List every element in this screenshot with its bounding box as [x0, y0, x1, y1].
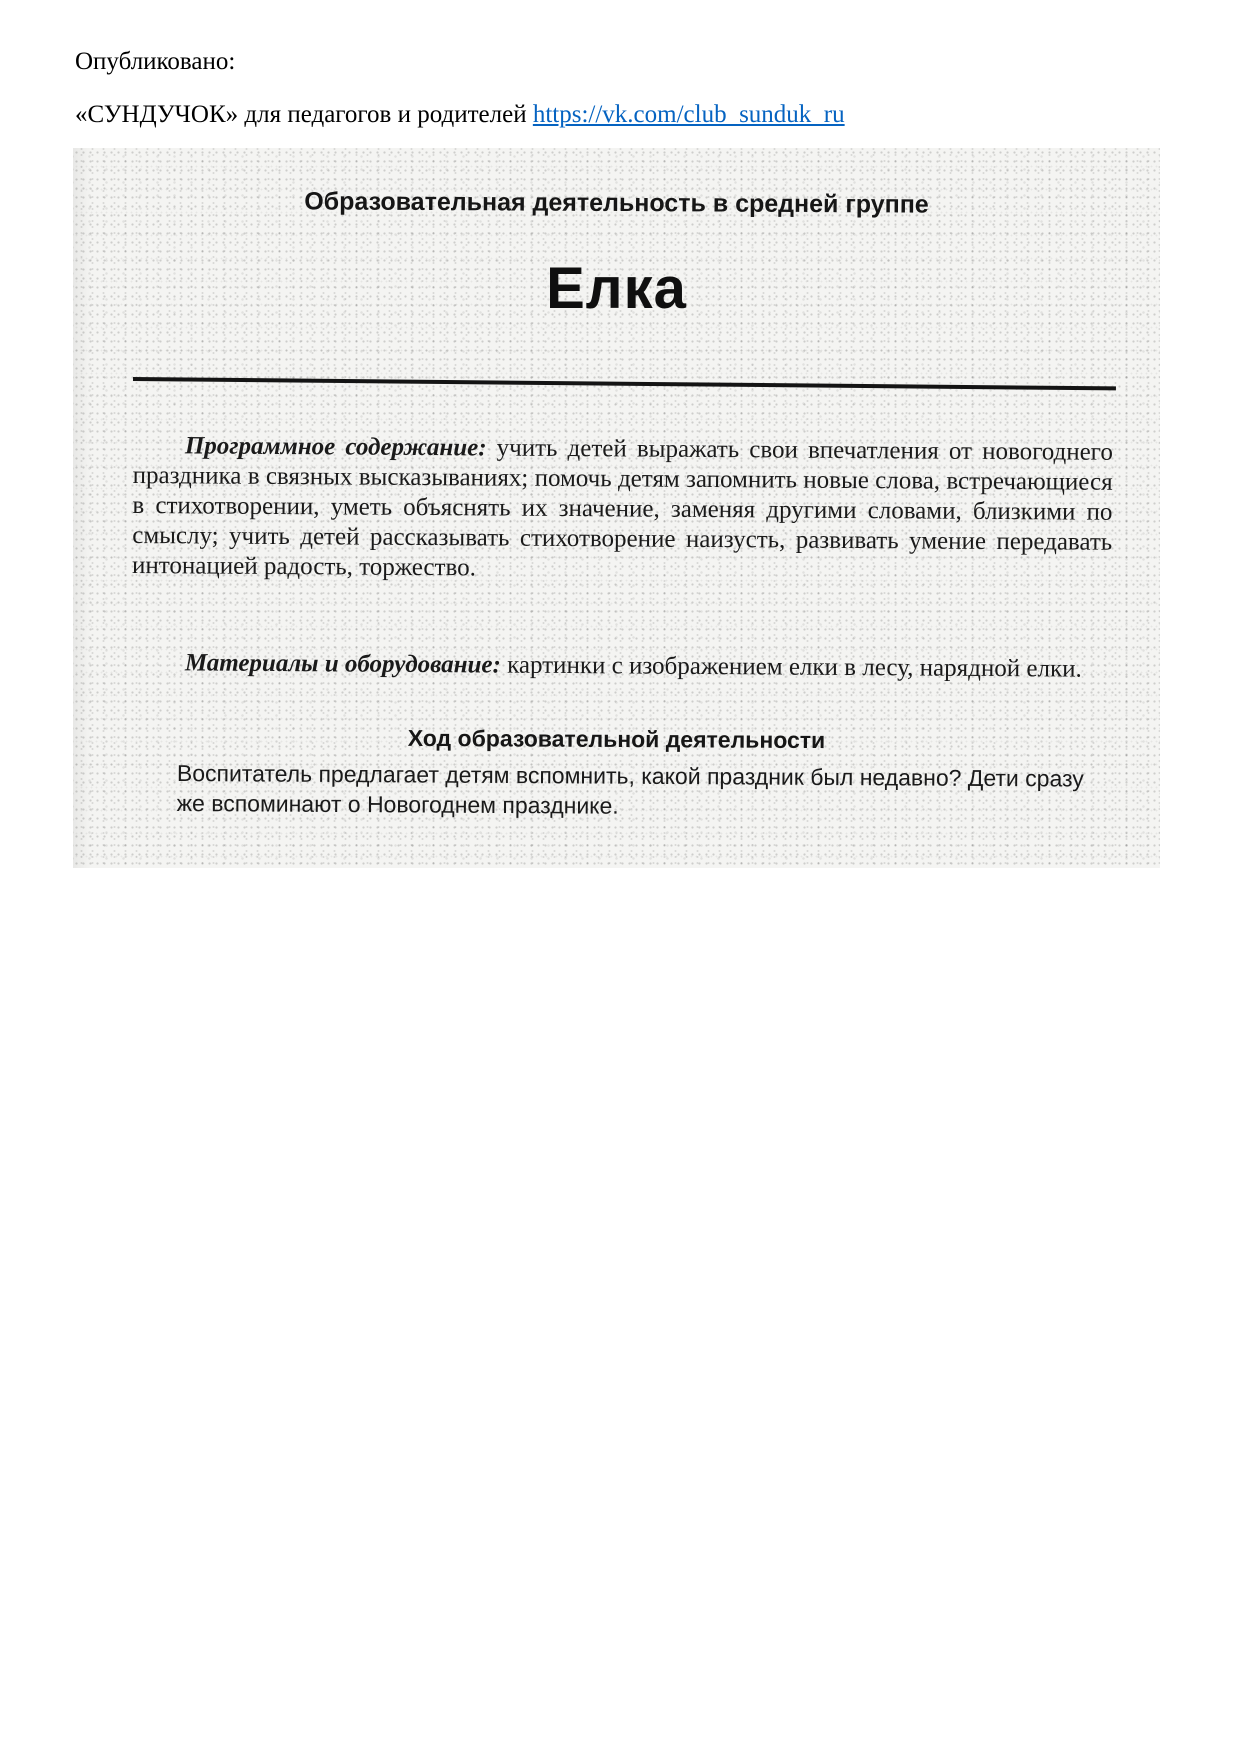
source-text: «СУНДУЧОК» для педагогов и родителей: [75, 101, 533, 128]
program-content-lead: Программное содержание:: [184, 432, 487, 462]
materials-text: картинки с изображением елки в лесу, нарядной елки.: [500, 651, 1082, 683]
source-line: [75, 100, 845, 130]
program-content-paragraph: [132, 431, 1113, 588]
scanned-page: [73, 148, 1160, 868]
program-content-text: учить детей выражать свои впечатления от новогоднего праздника в связных высказываниях; помочь детям запомнить новые слова, встречающиеся в стихотворении, уметь объяснять их значение, заменяя другими словами, близкими по смыслу; учить детей рассказывать стихотворение наизусть, развивать умение передавать интонацией радость, торжество.: [131, 434, 1113, 582]
section-title: Образовательная деятельность в средней группе: [304, 187, 929, 219]
lesson-title: Елка: [546, 256, 687, 321]
source-link[interactable]: https://vk.com/club_sunduk_ru: [532, 101, 845, 128]
materials-paragraph: [133, 648, 1113, 685]
procedure-text: Воспитатель предлагает детям вспомнить, какой праздник был недавно? Дети сразу же вспоминают о Новогоднем празднике.: [176, 759, 1084, 819]
title-divider: [133, 377, 1116, 390]
materials-lead: Материалы и оборудование:: [184, 649, 501, 679]
published-label: Опубликовано:: [75, 48, 236, 75]
procedure-heading: Ход образовательной деятельности: [407, 724, 826, 754]
